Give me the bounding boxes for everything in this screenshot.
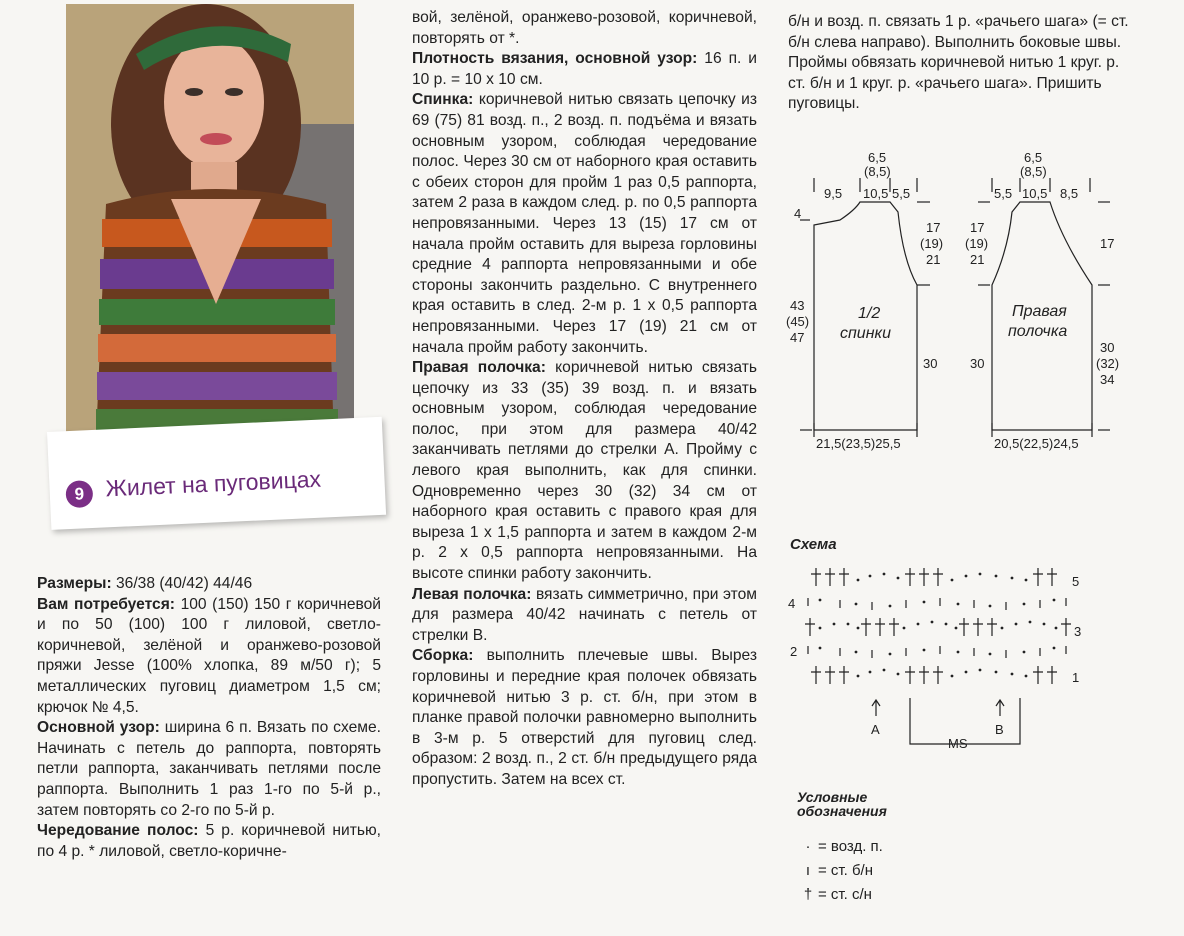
- paragraph-sizes: Размеры: 36/38 (40/42) 44/46: [37, 575, 253, 592]
- repeat-label: MS: [948, 736, 968, 751]
- legend-item-double-crochet: † = ст. с/н: [798, 883, 883, 907]
- scheme-row-1: [811, 666, 1057, 684]
- scheme-row-label-3: 3: [1074, 624, 1082, 639]
- front-length-c: 34: [1100, 372, 1115, 387]
- arrow-a-label: A: [871, 722, 880, 737]
- scheme-row-3: [805, 618, 1071, 636]
- text-column-3: [788, 12, 1134, 115]
- back-length-a: 43: [790, 298, 805, 313]
- model-photo: [66, 4, 354, 440]
- scheme-row-label-1: 1: [1072, 670, 1080, 685]
- single-crochet-icon: ı: [805, 862, 811, 879]
- back-neck2: 5,5: [892, 186, 911, 201]
- scheme-row-label-5: 5: [1072, 574, 1080, 589]
- crochet-scheme: [780, 556, 1100, 756]
- arrow-b-label: B: [995, 722, 1004, 737]
- paragraph-main-pattern: Основной узор: ширина 6 п. Вязать по схеме. Начинать с петель до раппорта, повторять петли раппорта, заканчивать петлями после раппорта. Выполнить 1 раз 1-го по 5-й р., затем повторять со 2-го по 5-й р.: [37, 719, 381, 819]
- pattern-diagrams: [780, 140, 1170, 460]
- back-shoulder: 9,5: [824, 186, 843, 201]
- back-length-c: 47: [790, 330, 805, 345]
- front-width: 20,5(22,5)24,5: [994, 436, 1079, 451]
- paragraph-assembly: Сборка: выполнить плечевые швы. Вырез горловины и передние края полочек обвязать коричневой нитью 3 р. ст. б/н, при этом в планке правой полочки равномерно выполнить в 3-м р. 5 отверстий для пуговиц след. образом: 2 возд. п., 2 ст. б/н предыдущего ряда пропустить. Затем на всех ст.: [412, 647, 757, 788]
- back-top-a: 6,5: [868, 150, 887, 165]
- scheme-row-label-2: 2: [790, 644, 798, 659]
- front-length-a: 30: [1100, 340, 1115, 355]
- front-label-a: Правая: [1012, 303, 1067, 320]
- paragraph-stripes-cont: вой, зелёной, оранжево-розовой, коричневой, повторять от *.: [412, 9, 757, 47]
- front-armhole-c: 21: [970, 252, 985, 267]
- paragraph-right-front: Правая полочка: коричневой нитью связать цепочку из 33 (35) 39 возд. п. и вязать основным узором, соблюдая чередование полос, при этом для размера 40/42 заканчивать петлями до стрелки А. Пройму с левого края выполнить, как для спинки. Одновременно через 30 (32) 34 см от наборного края оставить с правого края для выреза 1 х 1,5 раппорта и затем в каждом 2-м р. 2 х 0,5 раппорта непровязанными. На высоте спинки работу закончить.: [412, 359, 757, 583]
- front-shoulder: 8,5: [1060, 186, 1079, 201]
- arrow-a-icon: [872, 700, 880, 716]
- scheme-title: Схема: [790, 536, 837, 553]
- paragraph-assembly-cont: б/н и возд. п. связать 1 р. «рачьего шага» (= ст. б/н слева направо). Выполнить боковые швы. Проймы обвязать коричневой нитью 1 круг. р. ст. б/н и 1 круг. р. «рачьего шага». Пришить пуговицы.: [788, 13, 1129, 113]
- back-armhole-b: (19): [920, 236, 944, 251]
- text-column-2: [412, 8, 757, 791]
- double-crochet-icon: †: [803, 886, 813, 903]
- legend-title: Условные обозначения: [797, 789, 887, 819]
- scheme-row-5: [811, 568, 1057, 586]
- front-neck2: 5,5: [994, 186, 1013, 201]
- paragraph-left-front: Левая полочка: вязать симметрично, при этом для размера 40/42 начинать с петель от стрелки В.: [412, 585, 757, 644]
- chain-dot-icon: ·: [805, 838, 811, 855]
- title-card: [47, 417, 386, 530]
- front-neck-depth: 17: [1100, 236, 1115, 251]
- front-neck: 10,5: [1022, 186, 1048, 201]
- paragraph-stripes: Чередование полос: 5 р. коричневой нитью, по 4 р. * лиловой, светло-коричне-: [37, 822, 382, 860]
- front-top-a: 6,5: [1024, 150, 1043, 165]
- project-number-badge: 9: [65, 480, 93, 508]
- front-length-b: (32): [1096, 356, 1120, 371]
- back-armhole-a: 17: [926, 220, 941, 235]
- back-length-b: (45): [786, 314, 810, 329]
- front-top-b: (8,5): [1020, 164, 1047, 179]
- scheme-row-2: [808, 646, 1066, 658]
- back-top-b: (8,5): [864, 164, 891, 179]
- paragraph-materials: Вам потребуется: 100 (150) 150 г коричневой и по 50 (100) 100 г лиловой, светло-коричневой, зелёной и оранжево-розовой пряжи Jesse (100% хлопка, 89 м/50 г); 5 металлических пуговиц диаметром 1,5 см; крючок № 4,5.: [37, 595, 381, 716]
- back-drop: 4: [794, 206, 802, 221]
- project-title: Жилет на пуговицах: [105, 465, 322, 502]
- arrow-b-icon: [996, 700, 1004, 716]
- back-label-b: спинки: [840, 325, 891, 342]
- back-width: 21,5(23,5)25,5: [816, 436, 901, 451]
- front-armhole-b: (19): [965, 236, 989, 251]
- front-armhole-a: 17: [970, 220, 985, 235]
- back-side: 30: [923, 356, 938, 371]
- back-neck: 10,5: [863, 186, 889, 201]
- scheme-chain-dots: [819, 573, 1058, 678]
- front-side: 30: [970, 356, 985, 371]
- scheme-row-label-4: 4: [788, 596, 796, 611]
- text-column-1: [37, 574, 381, 862]
- scheme-row-4: [808, 598, 1066, 610]
- paragraph-back: Спинка: коричневой нитью связать цепочку из 69 (75) 81 возд. п., 2 возд. п. подъёма и вязать основным узором, соблюдая чередование полос. Через 30 см от наборного края оставить с обеих сторон для пройм 1 раз 0,5 раппорта, затем 2 раза в каждом след. р. по 0,5 раппорта непровязанными. Через 13 (15) 17 см от начала пройм оставить для выреза горловины средние 4 раппорта непровязанными и обе стороны закончить раздельно. С внутреннего края оставить в след. 2-м р. 1 х 0,5 раппорта непровязанными. Через 17 (19) 21 см от начала пройм работу закончить.: [412, 91, 757, 356]
- legend-item-chain: · = возд. п.: [798, 835, 883, 859]
- paragraph-gauge: Плотность вязания, основной узор: 16 п. и 10 р. = 10 х 10 см.: [412, 50, 757, 88]
- back-armhole-c: 21: [926, 252, 941, 267]
- front-label-b: полочка: [1008, 323, 1068, 340]
- legend-item-single-crochet: ı = ст. б/н: [798, 859, 883, 883]
- back-label-a: 1/2: [858, 305, 881, 322]
- legend: [798, 835, 883, 907]
